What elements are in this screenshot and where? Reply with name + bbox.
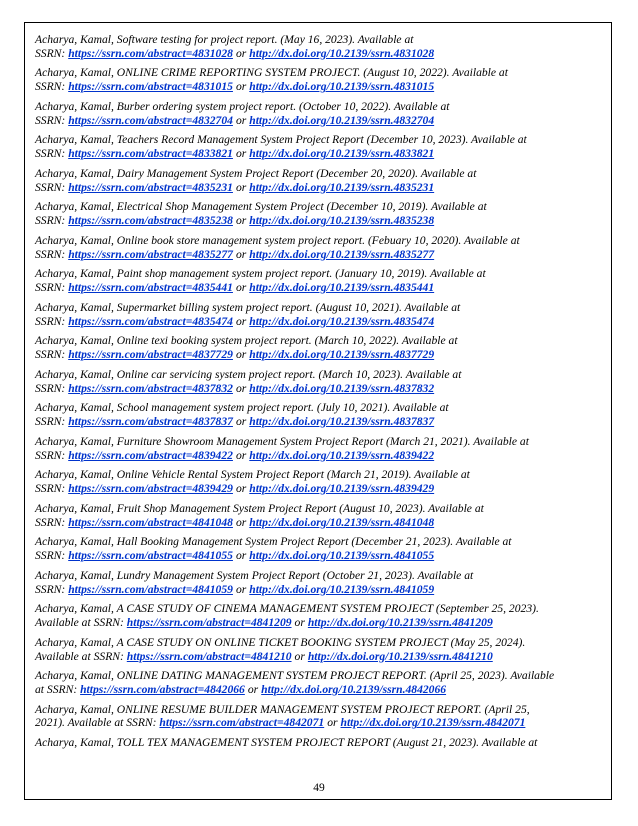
or-connector: or <box>235 46 247 60</box>
doi-link[interactable]: http://dx.doi.org/10.2139/ssrn.4839422 <box>249 448 435 462</box>
reference-line <box>35 267 610 281</box>
doi-link[interactable]: http://dx.doi.org/10.2139/ssrn.4842071 <box>340 716 526 730</box>
reference-line <box>35 683 610 697</box>
reference-line <box>35 502 610 516</box>
ssrn-link[interactable]: https://ssrn.com/abstract=4837729 <box>68 348 233 362</box>
reference-entry <box>35 33 610 61</box>
reference-line <box>35 47 610 61</box>
reference-line <box>35 636 610 650</box>
reference-text: Acharya, Kamal, Online texi booking system project report. (March 10, 2022). Available at <box>35 334 458 348</box>
or-connector: or <box>235 549 247 563</box>
reference-entry <box>35 602 610 630</box>
reference-line <box>35 549 610 563</box>
ssrn-link[interactable]: https://ssrn.com/abstract=4841210 <box>126 649 292 663</box>
reference-text: 2021). Available at SSRN: <box>35 716 157 730</box>
ssrn-link[interactable]: https://ssrn.com/abstract=4842071 <box>159 716 325 730</box>
reference-text: Acharya, Kamal, TOLL TEX MANAGEMENT SYSTEM PROJECT REPORT (August 21, 2023). Available at <box>35 736 538 750</box>
reference-text: Acharya, Kamal, ONLINE RESUME BUILDER MANAGEMENT SYSTEM PROJECT REPORT. (April 25, <box>35 702 530 716</box>
reference-text: Acharya, Kamal, Electrical Shop Management System Project (December 10, 2019). Available at <box>35 200 487 214</box>
or-connector: or <box>235 314 247 328</box>
ssrn-link[interactable]: https://ssrn.com/abstract=4833821 <box>68 147 233 161</box>
reference-line <box>35 435 610 449</box>
or-connector: or <box>235 247 247 261</box>
doi-link[interactable]: http://dx.doi.org/10.2139/ssrn.4841048 <box>249 515 435 529</box>
reference-entry <box>35 468 610 496</box>
reference-entry <box>35 535 610 563</box>
reference-text: SSRN: <box>35 214 66 228</box>
reference-line <box>35 650 610 664</box>
ssrn-link[interactable]: https://ssrn.com/abstract=4839422 <box>68 448 233 462</box>
reference-text: Acharya, Kamal, Burber ordering system project report. (October 10, 2022). Available at <box>35 99 450 113</box>
or-connector: or <box>294 616 305 630</box>
reference-line <box>35 147 610 161</box>
reference-text: Acharya, Kamal, Supermarket billing system project report. (August 10, 2021). Available at <box>35 300 461 314</box>
or-connector: or <box>235 482 247 496</box>
reference-entry <box>35 669 610 697</box>
reference-line <box>35 33 610 47</box>
reference-line <box>35 348 610 362</box>
reference-text: SSRN: <box>35 448 66 462</box>
ssrn-link[interactable]: https://ssrn.com/abstract=4841059 <box>68 582 233 596</box>
ssrn-link[interactable]: https://ssrn.com/abstract=4841209 <box>126 616 292 630</box>
reference-line <box>35 736 610 750</box>
reference-text: SSRN: <box>35 80 66 94</box>
reference-entry <box>35 569 610 597</box>
reference-list <box>35 33 610 756</box>
ssrn-link[interactable]: https://ssrn.com/abstract=4831028 <box>68 46 233 60</box>
reference-text: Acharya, Kamal, Dairy Management System Project Report (December 20, 2020). Available at <box>35 166 477 180</box>
ssrn-link[interactable]: https://ssrn.com/abstract=4841048 <box>68 515 233 529</box>
or-connector: or <box>235 415 247 429</box>
reference-text: SSRN: <box>35 281 66 295</box>
doi-link[interactable]: http://dx.doi.org/10.2139/ssrn.4831028 <box>249 46 435 60</box>
reference-line <box>35 669 610 683</box>
or-connector: or <box>235 515 247 529</box>
doi-link[interactable]: http://dx.doi.org/10.2139/ssrn.4841210 <box>307 649 493 663</box>
reference-line <box>35 80 610 94</box>
reference-entry <box>35 368 610 396</box>
reference-line <box>35 382 610 396</box>
reference-line <box>35 66 610 80</box>
reference-entry <box>35 435 610 463</box>
doi-link[interactable]: http://dx.doi.org/10.2139/ssrn.4835474 <box>249 314 435 328</box>
reference-line <box>35 468 610 482</box>
reference-line <box>35 167 610 181</box>
reference-line <box>35 703 610 717</box>
reference-line <box>35 200 610 214</box>
reference-line <box>35 315 610 329</box>
doi-link[interactable]: http://dx.doi.org/10.2139/ssrn.4835441 <box>249 281 435 295</box>
reference-entry <box>35 736 610 750</box>
reference-entry <box>35 234 610 262</box>
reference-text: SSRN: <box>35 381 66 395</box>
reference-entry <box>35 133 610 161</box>
doi-link[interactable]: http://dx.doi.org/10.2139/ssrn.4832704 <box>249 113 435 127</box>
reference-text: SSRN: <box>35 582 66 596</box>
doi-link[interactable]: http://dx.doi.org/10.2139/ssrn.4841209 <box>307 616 493 630</box>
doi-link[interactable]: http://dx.doi.org/10.2139/ssrn.4842066 <box>261 683 447 696</box>
reference-text: Acharya, Kamal, Software testing for project report. (May 16, 2023). Available at <box>35 33 414 46</box>
ssrn-link[interactable]: https://ssrn.com/abstract=4839429 <box>68 482 233 496</box>
reference-line <box>35 535 610 549</box>
reference-line <box>35 248 610 262</box>
doi-link[interactable]: http://dx.doi.org/10.2139/ssrn.4841059 <box>249 582 435 596</box>
reference-line <box>35 234 610 248</box>
doi-link[interactable]: http://dx.doi.org/10.2139/ssrn.4835277 <box>249 247 435 261</box>
reference-line <box>35 569 610 583</box>
or-connector: or <box>235 80 247 94</box>
reference-text: Acharya, Kamal, Online Vehicle Rental System Project Report (March 21, 2019). Available at <box>35 468 470 482</box>
or-connector: or <box>235 147 247 161</box>
reference-line <box>35 716 610 730</box>
reference-entry <box>35 301 610 329</box>
or-connector: or <box>327 716 338 730</box>
or-connector: or <box>235 381 247 395</box>
reference-text: SSRN: <box>35 46 66 60</box>
reference-entry <box>35 636 610 664</box>
reference-line <box>35 482 610 496</box>
reference-line <box>35 181 610 195</box>
or-connector: or <box>247 683 259 696</box>
reference-text: SSRN: <box>35 348 66 362</box>
reference-text: SSRN: <box>35 314 66 328</box>
reference-text: SSRN: <box>35 247 66 261</box>
or-connector: or <box>235 214 247 228</box>
reference-line <box>35 401 610 415</box>
reference-line <box>35 583 610 597</box>
reference-line <box>35 100 610 114</box>
ssrn-link[interactable]: https://ssrn.com/abstract=4841055 <box>68 549 233 563</box>
reference-text: Acharya, Kamal, Lundry Management System Project Report (October 21, 2023). Available at <box>35 568 474 582</box>
doi-link[interactable]: http://dx.doi.org/10.2139/ssrn.4835238 <box>249 214 435 228</box>
reference-text: Acharya, Kamal, A CASE STUDY OF CINEMA MANAGEMENT SYSTEM PROJECT (September 25, 2023). <box>35 602 539 616</box>
reference-line <box>35 449 610 463</box>
reference-text: Acharya, Kamal, A CASE STUDY ON ONLINE TICKET BOOKING SYSTEM PROJECT (May 25, 2024). <box>35 635 526 649</box>
reference-text: SSRN: <box>35 147 66 161</box>
or-connector: or <box>235 448 247 462</box>
reference-entry <box>35 100 610 128</box>
reference-text: Acharya, Kamal, ONLINE CRIME REPORTING SYSTEM PROJECT. (August 10, 2022). Available at <box>35 66 508 80</box>
reference-text: Available at SSRN: <box>35 616 124 630</box>
reference-entry <box>35 200 610 228</box>
or-connector: or <box>235 348 247 362</box>
doi-link[interactable]: http://dx.doi.org/10.2139/ssrn.4835231 <box>249 180 435 194</box>
reference-line <box>35 616 610 630</box>
reference-line <box>35 281 610 295</box>
ssrn-link[interactable]: https://ssrn.com/abstract=4835441 <box>68 281 233 295</box>
reference-text: Acharya, Kamal, Fruit Shop Management System Project Report (August 10, 2023). Available at <box>35 501 484 515</box>
ssrn-link[interactable]: https://ssrn.com/abstract=4837837 <box>68 415 233 429</box>
reference-entry <box>35 401 610 429</box>
reference-text: Acharya, Kamal, Paint shop management system project report. (January 10, 2019). Available at <box>35 267 486 281</box>
ssrn-link[interactable]: https://ssrn.com/abstract=4832704 <box>68 113 233 127</box>
reference-line <box>35 301 610 315</box>
doi-link[interactable]: http://dx.doi.org/10.2139/ssrn.4831015 <box>249 80 435 94</box>
reference-entry <box>35 703 610 731</box>
reference-line <box>35 214 610 228</box>
or-connector: or <box>235 281 247 295</box>
reference-text: SSRN: <box>35 515 66 529</box>
reference-entry <box>35 167 610 195</box>
reference-entry <box>35 334 610 362</box>
reference-text: SSRN: <box>35 180 66 194</box>
reference-text: Acharya, Kamal, Online car servicing system project report. (March 10, 2023). Available at <box>35 367 462 381</box>
reference-line <box>35 368 610 382</box>
reference-line <box>35 114 610 128</box>
ssrn-link[interactable]: https://ssrn.com/abstract=4831015 <box>68 80 233 94</box>
or-connector: or <box>294 649 305 663</box>
reference-line <box>35 133 610 147</box>
ssrn-link[interactable]: https://ssrn.com/abstract=4835277 <box>68 247 233 261</box>
ssrn-link[interactable]: https://ssrn.com/abstract=4835238 <box>68 214 233 228</box>
ssrn-link[interactable]: https://ssrn.com/abstract=4837832 <box>68 381 233 395</box>
ssrn-link[interactable]: https://ssrn.com/abstract=4842066 <box>80 683 245 696</box>
or-connector: or <box>235 582 247 596</box>
doi-link[interactable]: http://dx.doi.org/10.2139/ssrn.4839429 <box>249 482 435 496</box>
reference-text: at SSRN: <box>35 683 78 696</box>
ssrn-link[interactable]: https://ssrn.com/abstract=4835231 <box>68 180 233 194</box>
doi-link[interactable]: http://dx.doi.org/10.2139/ssrn.4841055 <box>249 549 435 563</box>
reference-text: Available at SSRN: <box>35 649 124 663</box>
reference-text: Acharya, Kamal, Hall Booking Management System Project Report (December 21, 2023). Available at <box>35 535 512 549</box>
or-connector: or <box>235 113 247 127</box>
reference-text: SSRN: <box>35 549 66 563</box>
reference-line <box>35 602 610 616</box>
reference-text: SSRN: <box>35 482 66 496</box>
reference-line <box>35 415 610 429</box>
reference-entry <box>35 502 610 530</box>
or-connector: or <box>235 180 247 194</box>
reference-text: Acharya, Kamal, Teachers Record Management System Project Report (December 10, 2023). Available at <box>35 133 527 147</box>
reference-entry <box>35 267 610 295</box>
doi-link[interactable]: http://dx.doi.org/10.2139/ssrn.4837832 <box>249 381 435 395</box>
doi-link[interactable]: http://dx.doi.org/10.2139/ssrn.4837729 <box>249 348 435 362</box>
reference-text: Acharya, Kamal, Furniture Showroom Management System Project Report (March 21, 2021). Available at <box>35 434 529 448</box>
reference-line <box>35 334 610 348</box>
ssrn-link[interactable]: https://ssrn.com/abstract=4835474 <box>68 314 233 328</box>
reference-line <box>35 516 610 530</box>
doi-link[interactable]: http://dx.doi.org/10.2139/ssrn.4833821 <box>249 147 435 161</box>
page-number: 49 <box>313 782 325 794</box>
reference-text: Acharya, Kamal, Online book store management system project report. (Febuary 10, 2020). Available at <box>35 233 520 247</box>
reference-text: Acharya, Kamal, ONLINE DATING MANAGEMENT SYSTEM PROJECT REPORT. (April 25, 2023). Available <box>35 669 555 683</box>
reference-text: SSRN: <box>35 113 66 127</box>
reference-text: SSRN: <box>35 415 66 429</box>
reference-entry <box>35 66 610 94</box>
reference-text: Acharya, Kamal, School management system project report. (July 10, 2021). Available at <box>35 401 449 415</box>
doi-link[interactable]: http://dx.doi.org/10.2139/ssrn.4837837 <box>249 415 435 429</box>
